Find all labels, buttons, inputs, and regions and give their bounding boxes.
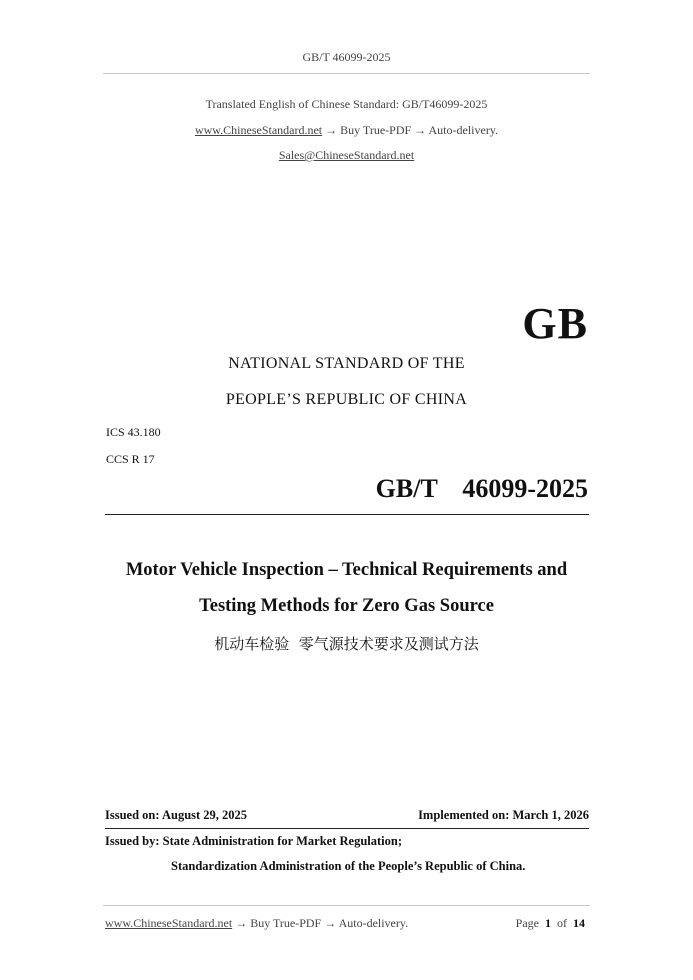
footer-purchase-text: → Buy True-PDF → Auto-delivery. xyxy=(235,916,409,930)
ics-code: ICS 43.180 xyxy=(106,425,161,439)
page-word: Page xyxy=(515,916,539,930)
ccs-code: CCS R 17 xyxy=(106,452,155,466)
gb-logo: GB xyxy=(522,299,588,348)
chinese-title: 机动车检验 零气源技术要求及测试方法 xyxy=(214,635,479,653)
dates-divider xyxy=(105,828,589,829)
site-link[interactable]: www.ChineseStandard.net xyxy=(194,123,323,137)
header-divider xyxy=(103,73,590,74)
page-indicator xyxy=(516,916,585,931)
email-line xyxy=(0,148,693,163)
translation-note: Translated English of Chinese Standard: GB/T46099-2025 xyxy=(205,97,488,111)
issued-date: Issued on: August 29, 2025 xyxy=(105,808,248,822)
email-link[interactable]: Sales@ChineseStandard.net xyxy=(278,148,415,162)
national-standard-line1: NATIONAL STANDARD OF THE xyxy=(228,355,465,372)
dates-row xyxy=(105,808,589,823)
issued-by-line2: Standardization Administration of the People’s Republic of China. xyxy=(171,859,526,873)
page-footer xyxy=(105,916,585,931)
purchase-text: → Buy True-PDF → Auto-delivery. xyxy=(325,123,499,137)
page-total: 14 xyxy=(573,916,585,930)
implemented-date: Implemented on: March 1, 2026 xyxy=(418,808,589,822)
footer-divider xyxy=(103,905,590,906)
footer-site-link[interactable]: www.ChineseStandard.net xyxy=(105,916,233,930)
title-divider xyxy=(105,514,589,515)
of-word: of xyxy=(557,916,567,930)
national-standard-line2: PEOPLE’S REPUBLIC OF CHINA xyxy=(225,391,468,408)
title-line1: Motor Vehicle Inspection – Technical Requirements and xyxy=(125,560,568,580)
standard-number: GB/T 46099-2025 xyxy=(375,474,588,503)
page-number: 1 xyxy=(545,916,551,930)
running-header: GB/T 46099-2025 xyxy=(302,50,391,64)
title-line2: Testing Methods for Zero Gas Source xyxy=(199,596,494,616)
issued-by-line1: Issued by: State Administration for Market Regulation; xyxy=(105,834,402,848)
translation-purchase-line xyxy=(0,123,693,138)
